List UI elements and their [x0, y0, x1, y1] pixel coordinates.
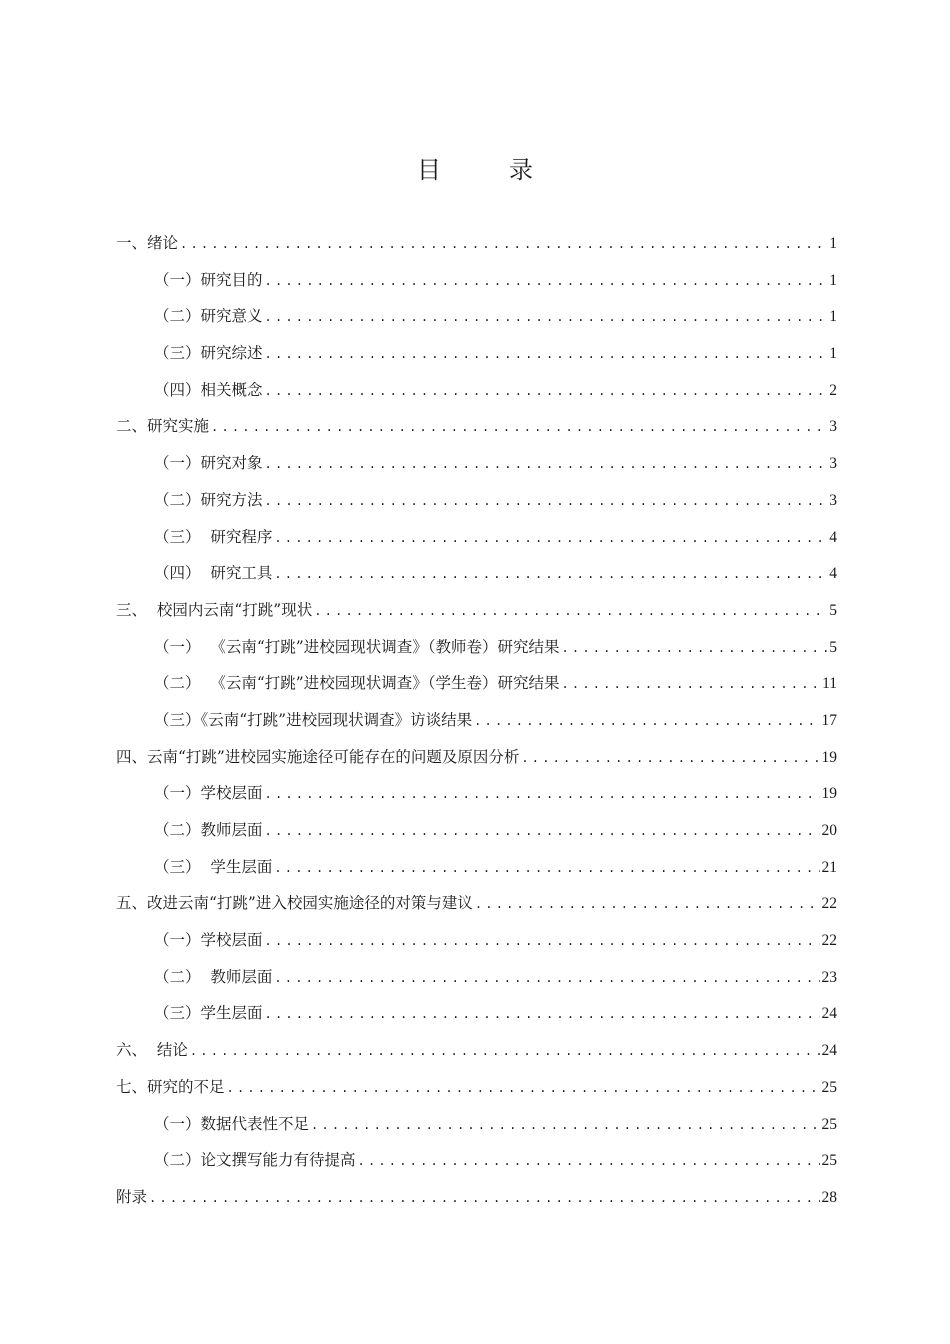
toc-entry-page-number: 25 — [821, 1152, 837, 1170]
toc-leader-dots — [265, 336, 828, 373]
toc-entry-17[interactable] — [116, 812, 837, 849]
toc-entry-page-number: 19 — [821, 785, 837, 803]
toc-leader-dots — [265, 996, 820, 1033]
toc-entry-page-number: 23 — [821, 968, 837, 986]
toc-entry-1[interactable] — [116, 225, 837, 262]
toc-entry-page-number: 19 — [821, 748, 837, 766]
toc-entry-label: （二）论文撰写能力有待提高 — [154, 1151, 356, 1170]
toc-entry-13[interactable] — [116, 665, 837, 702]
toc-leader-dots — [180, 226, 827, 263]
toc-entry-5[interactable] — [116, 372, 837, 409]
toc-leader-dots — [274, 520, 827, 557]
toc-entry-20[interactable] — [116, 922, 837, 959]
toc-leader-dots — [149, 1180, 819, 1217]
toc-entry-label: （三）《云南“打跳”进校园现状调查》访谈结果 — [154, 710, 473, 729]
toc-entry-label: 六、 结论 — [116, 1041, 188, 1060]
toc-entry-page-number: 25 — [821, 1078, 837, 1096]
toc-entry-8[interactable] — [116, 482, 837, 519]
toc-entry-page-number: 3 — [829, 455, 837, 473]
toc-entry-page-number: 17 — [821, 711, 837, 729]
toc-entry-page-number: 22 — [821, 932, 837, 950]
toc-leader-dots — [227, 1070, 820, 1107]
toc-entry-label: 二、研究实施 — [116, 417, 210, 436]
toc-leader-dots — [311, 1107, 819, 1144]
toc-entry-page-number: 5 — [829, 601, 837, 619]
toc-entry-22[interactable] — [116, 995, 837, 1032]
toc-leader-dots — [265, 776, 820, 813]
toc-entry-page-number: 4 — [829, 565, 837, 583]
toc-entry-7[interactable] — [116, 445, 837, 482]
toc-leader-dots — [265, 373, 828, 410]
toc-entry-label: （四）相关概念 — [154, 380, 263, 399]
toc-entry-21[interactable] — [116, 959, 837, 996]
toc-entry-12[interactable] — [116, 629, 837, 666]
toc-entry-label: （二）教师层面 — [154, 821, 263, 839]
toc-entry-label: （三） 学生层面 — [154, 857, 273, 876]
toc-entry-label: （一）研究对象 — [154, 454, 263, 473]
toc-entry-4[interactable] — [116, 335, 837, 372]
toc-leader-dots — [211, 409, 827, 446]
toc-leader-dots — [274, 556, 827, 593]
toc-entry-page-number: 24 — [821, 1042, 837, 1060]
toc-entry-label: （三）学生层面 — [154, 1004, 263, 1023]
toc-leader-dots — [521, 740, 819, 777]
toc-entry-page-number: 4 — [829, 528, 837, 546]
toc-entry-page-number: 1 — [829, 308, 837, 326]
toc-entry-page-number: 20 — [821, 822, 837, 839]
toc-entry-label: 四、云南“打跳”进校园实施途径可能存在的问题及原因分析 — [116, 747, 520, 766]
toc-entry-page-number: 11 — [822, 675, 837, 693]
toc-entry-page-number: 2 — [829, 381, 837, 399]
toc-leader-dots — [561, 630, 827, 667]
table-of-contents — [116, 225, 837, 1216]
toc-leader-dots — [274, 850, 819, 887]
toc-leader-dots — [265, 299, 828, 336]
toc-leader-dots — [561, 666, 820, 703]
toc-entry-24[interactable] — [116, 1069, 837, 1106]
toc-entry-label: （二） 《云南“打跳”进校园现状调查》（学生卷）研究结果 — [154, 674, 560, 693]
toc-entry-9[interactable] — [116, 519, 837, 556]
toc-entry-label: （一）数据代表性不足 — [154, 1114, 310, 1133]
toc-entry-page-number: 5 — [829, 638, 837, 656]
toc-entry-label: （三）研究综述 — [154, 344, 263, 363]
toc-entry-2[interactable] — [116, 262, 837, 299]
toc-entry-label: （二）研究意义 — [154, 307, 263, 326]
toc-leader-dots — [265, 813, 820, 850]
toc-entry-15[interactable] — [116, 739, 837, 776]
toc-entry-14[interactable] — [116, 702, 837, 739]
toc-entry-10[interactable] — [116, 555, 837, 592]
toc-leader-dots — [358, 1143, 820, 1180]
toc-entry-label: （二） 教师层面 — [154, 967, 273, 986]
toc-entry-label: （三） 研究程序 — [154, 527, 273, 546]
toc-entry-25[interactable] — [116, 1106, 837, 1143]
toc-leader-dots — [265, 263, 828, 300]
toc-entry-label: （一）学校层面 — [154, 931, 263, 950]
toc-leader-dots — [475, 886, 820, 923]
toc-entry-label: 附录 — [116, 1187, 148, 1206]
toc-entry-label: 三、 校园内云南“打跳”现状 — [116, 600, 313, 619]
toc-entry-page-number: 21 — [821, 858, 837, 876]
toc-entry-page-number: 3 — [829, 491, 837, 509]
toc-entry-18[interactable] — [116, 849, 837, 886]
toc-entry-23[interactable] — [116, 1032, 837, 1069]
toc-entry-3[interactable] — [116, 298, 837, 335]
toc-entry-27[interactable] — [116, 1179, 837, 1216]
toc-leader-dots — [265, 483, 828, 520]
toc-entry-page-number: 24 — [821, 1005, 837, 1023]
toc-entry-26[interactable] — [116, 1142, 837, 1179]
toc-entry-page-number: 1 — [829, 271, 837, 289]
toc-leader-dots — [274, 960, 819, 997]
toc-entry-page-number: 25 — [821, 1115, 837, 1133]
toc-entry-label: （一）研究目的 — [154, 270, 263, 289]
toc-entry-page-number: 22 — [821, 895, 837, 913]
toc-entry-label: 五、改进云南“打跳”进入校园实施途径的对策与建议 — [116, 894, 473, 913]
toc-leader-dots — [265, 446, 828, 483]
toc-leader-dots — [190, 1033, 820, 1070]
toc-entry-page-number: 1 — [829, 345, 837, 363]
toc-entry-label: （一） 《云南“打跳”进校园现状调查》（教师卷）研究结果 — [154, 637, 560, 656]
toc-title: 目 录 — [417, 156, 555, 184]
toc-leader-dots — [474, 703, 819, 740]
toc-entry-11[interactable] — [116, 592, 837, 629]
toc-entry-page-number: 1 — [829, 235, 837, 252]
toc-entry-page-number: 28 — [821, 1188, 837, 1206]
toc-entry-16[interactable] — [116, 775, 837, 812]
toc-entry-label: （二）研究方法 — [154, 490, 263, 509]
toc-entry-label: （四） 研究工具 — [154, 564, 273, 583]
toc-leader-dots — [265, 923, 820, 960]
toc-entry-6[interactable] — [116, 408, 837, 445]
toc-leader-dots — [314, 593, 827, 630]
toc-entry-page-number: 3 — [829, 418, 837, 436]
toc-entry-label: 七、研究的不足 — [116, 1077, 225, 1096]
toc-entry-19[interactable] — [116, 885, 837, 922]
toc-entry-label: （一）学校层面 — [154, 784, 263, 803]
toc-entry-label: 一、绪论 — [116, 234, 179, 252]
